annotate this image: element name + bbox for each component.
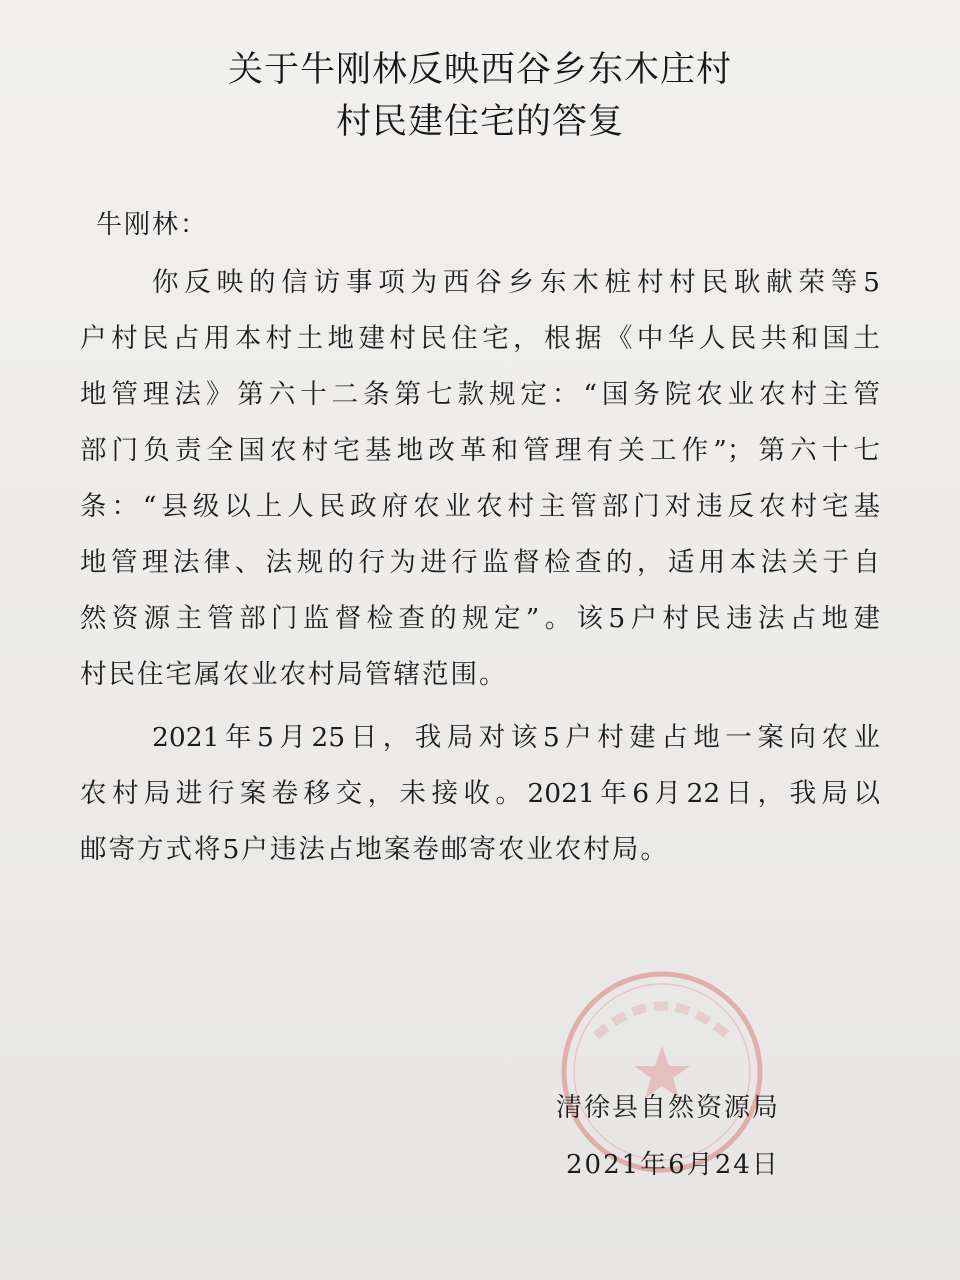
paragraph-1-line: 条：“县级以上人民政府农业农村主管部门对违反农村宅基 xyxy=(80,491,880,522)
paragraph-1-line: 你反映的信访事项为西谷乡东木桩村村民耿献荣等5 xyxy=(152,267,880,298)
paragraph-1-line: 部门负责全国农村宅基地改革和管理有关工作”；第六十七 xyxy=(80,435,880,466)
paragraph-1-line: 村民住宅属农业农村局管辖范围。 xyxy=(80,659,508,690)
salutation: 牛刚林： xyxy=(96,210,209,240)
document-title-line-1: 关于牛刚林反映西谷乡东木庄村 xyxy=(227,50,732,90)
signature-organization: 清徐县自然资源局 xyxy=(556,1093,781,1123)
paragraph-2-line: 2021年5月25日，我局对该5户村建占地一案向农业 xyxy=(152,722,880,753)
paragraph-1-line: 户村民占用本村土地建村民住宅，根据《中华人民共和国土 xyxy=(80,323,880,354)
paragraph-1-line: 地管理法》第六十二条第七款规定：“国务院农业农村主管 xyxy=(80,379,880,410)
document-title-line-2: 村民建住宅的答复 xyxy=(335,102,624,142)
paragraph-1-line: 然资源主管部门监督检查的规定”。该5户村民违法占地建 xyxy=(80,603,880,634)
paragraph-2-line: 农村局进行案卷移交，未接收。2021年6月22日，我局以 xyxy=(80,778,880,809)
signature-date: 2021年6月24日 xyxy=(566,1150,780,1180)
paragraph-1-line: 地管理法律、法规的行为进行监督检查的，适用本法关于自 xyxy=(80,547,880,578)
paragraph-2-line: 邮寄方式将5户违法占地案卷邮寄农业农村局。 xyxy=(80,834,669,865)
